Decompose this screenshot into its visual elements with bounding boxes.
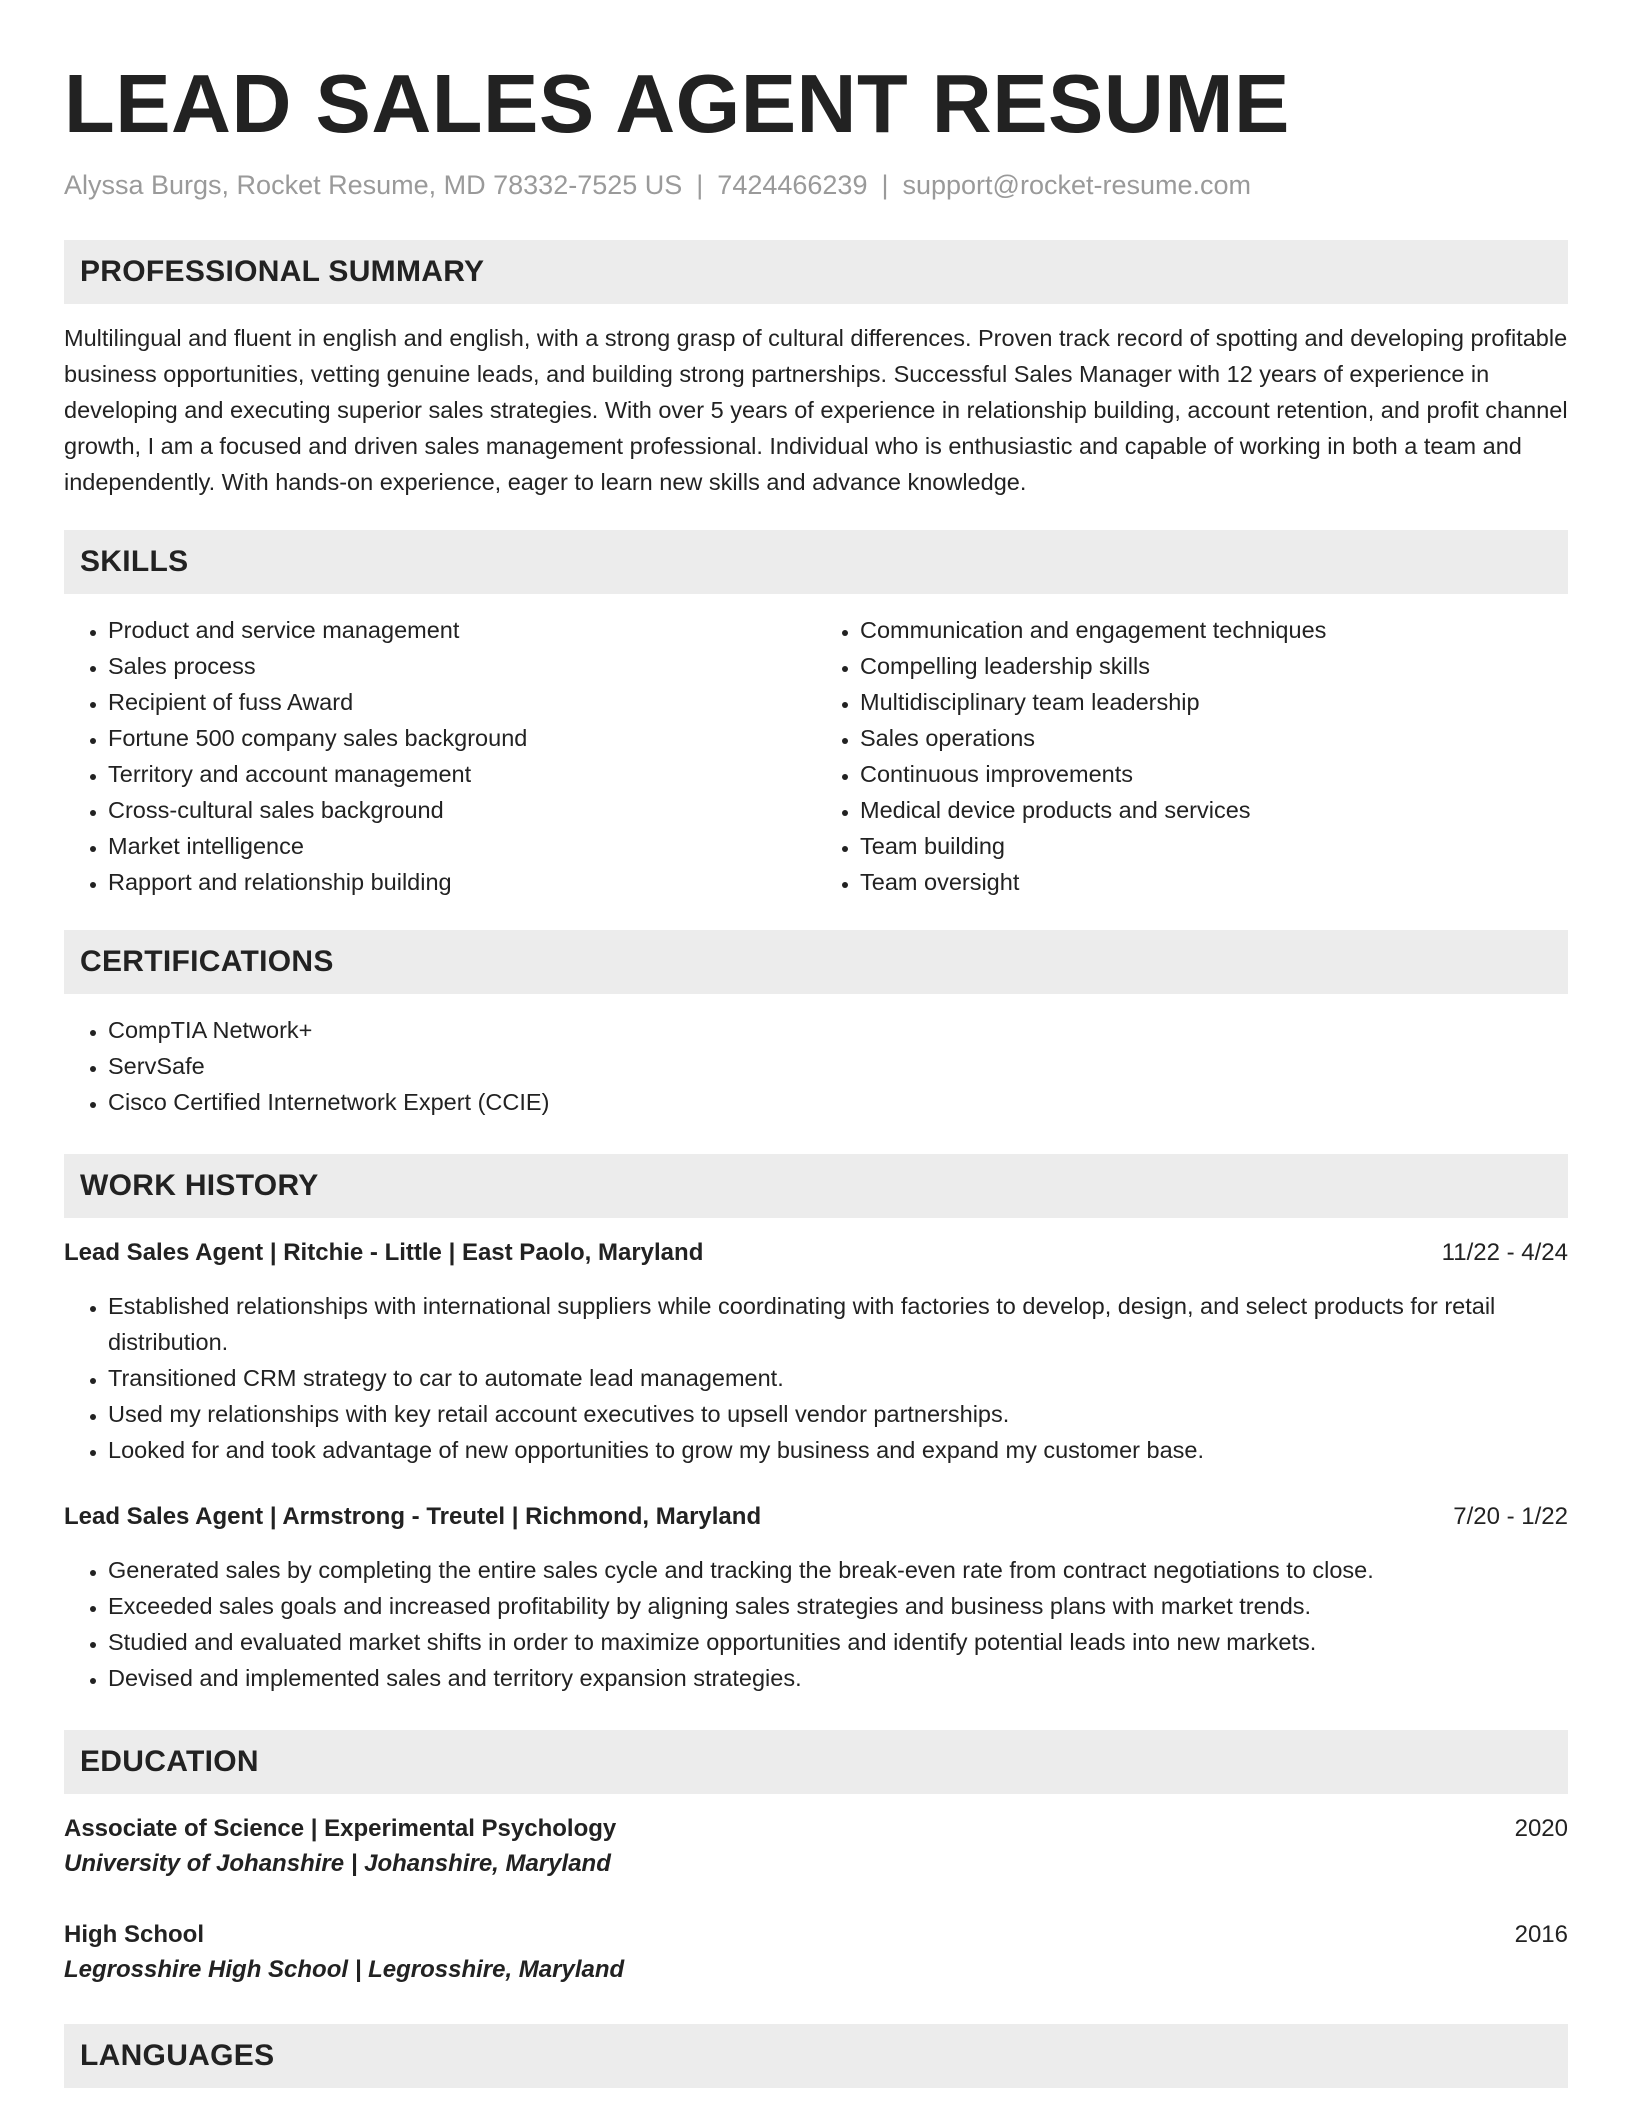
resume-title: LEAD SALES AGENT RESUME	[64, 57, 1290, 150]
contact-address: Alyssa Burgs, Rocket Resume, MD 78332-7525 US	[64, 170, 683, 200]
skill-item: • Continuous improvements	[860, 756, 1568, 792]
skill-item: • Product and service management	[108, 612, 816, 648]
job-bullets	[64, 1552, 1568, 1696]
job-bullet: • Devised and implemented sales and territory expansion strategies.	[108, 1660, 1568, 1696]
education-header	[64, 1918, 1568, 1952]
certifications-section	[64, 930, 1568, 1120]
education-degree: Associate of Science | Experimental Psychology	[64, 1815, 617, 1842]
skill-item: • Cross-cultural sales background	[108, 792, 816, 828]
education-year: 2020	[1514, 1815, 1568, 1842]
job-dates: 7/20 - 1/22	[1453, 1503, 1568, 1530]
job-header	[64, 1500, 1568, 1534]
contact-line	[64, 168, 1568, 202]
skills-list-right	[816, 612, 1568, 900]
job-bullet: • Generated sales by completing the entire sales cycle and tracking the break-even rate from contract negotiations to close.	[108, 1552, 1568, 1588]
skills-list-left	[64, 612, 816, 900]
education-year: 2016	[1514, 1921, 1568, 1948]
education-degree: High School	[64, 1921, 204, 1948]
summary-text: Multilingual and fluent in english and english, with a strong grasp of cultural differences. Proven track record of spotting and developing profitable business opportunities, vetting genuine leads, and building strong partnerships. Successful Sales Manager with 12 years of experience in developing and executing superior sales strategies. With over 5 years of experience in relationship building, account retention, and profit channel growth, I am a focused and driven sales management professional. Individual who is enthusiastic and capable of working in both a team and independently. With hands-on experience, eager to learn new skills and advance knowledge.	[64, 325, 1568, 495]
summary-section	[64, 240, 1568, 500]
skill-item: • Rapport and relationship building	[108, 864, 816, 900]
job-title: Lead Sales Agent | Ritchie - Little | East Paolo, Maryland	[64, 1239, 704, 1266]
education-school: Legrosshire High School | Legrosshire, Maryland	[64, 1956, 625, 1983]
education-entry	[64, 1918, 1568, 1988]
job-bullet: • Transitioned CRM strategy to car to automate lead management.	[108, 1360, 1568, 1396]
job-bullets	[64, 1288, 1568, 1468]
job-bullet: • Exceeded sales goals and increased profitability by aligning sales strategies and business plans with market trends.	[108, 1588, 1568, 1624]
skill-item: • Team oversight	[860, 864, 1568, 900]
contact-separator: |	[696, 170, 704, 200]
contact-separator: |	[881, 170, 889, 200]
education-section	[64, 1730, 1568, 1988]
section-heading-certifications: CERTIFICATIONS	[64, 930, 1568, 994]
job-bullet: • Studied and evaluated market shifts in order to maximize opportunities and identify potential leads into new markets.	[108, 1624, 1568, 1660]
skill-item: • Team building	[860, 828, 1568, 864]
contact-phone: 7424466239	[717, 170, 868, 200]
certifications-list	[64, 1012, 1568, 1120]
education-entry	[64, 1812, 1568, 1882]
job-title: Lead Sales Agent | Armstrong - Treutel | Richmond, Maryland	[64, 1503, 762, 1530]
work-section	[64, 1154, 1568, 1696]
skill-item: • Multidisciplinary team leadership	[860, 684, 1568, 720]
certification-item: • CompTIA Network+	[108, 1012, 1568, 1048]
skills-columns	[64, 612, 1568, 900]
job-bullet: • Used my relationships with key retail account executives to upsell vendor partnerships.	[108, 1396, 1568, 1432]
certification-item: • Cisco Certified Internetwork Expert (CCIE)	[108, 1084, 1568, 1120]
skill-item: • Fortune 500 company sales background	[108, 720, 816, 756]
section-heading-work: WORK HISTORY	[64, 1154, 1568, 1218]
skill-item: • Sales operations	[860, 720, 1568, 756]
job-bullet: • Established relationships with international suppliers while coordinating with factories to develop, design, and select products for retail distribution.	[108, 1288, 1568, 1360]
section-heading-languages: LANGUAGES	[64, 2024, 1568, 2088]
skill-item: • Medical device products and services	[860, 792, 1568, 828]
job-header	[64, 1236, 1568, 1270]
job-entry	[64, 1236, 1568, 1468]
languages-section	[64, 2024, 1568, 2088]
skill-item: • Recipient of fuss Award	[108, 684, 816, 720]
job-dates: 11/22 - 4/24	[1441, 1239, 1568, 1266]
education-school: University of Johanshire | Johanshire, Maryland	[64, 1850, 611, 1877]
skill-item: • Territory and account management	[108, 756, 816, 792]
section-heading-summary: PROFESSIONAL SUMMARY	[64, 240, 1568, 304]
skill-item: • Sales process	[108, 648, 816, 684]
certification-item: • ServSafe	[108, 1048, 1568, 1084]
section-heading-education: EDUCATION	[64, 1730, 1568, 1794]
job-bullet: • Looked for and took advantage of new opportunities to grow my business and expand my customer base.	[108, 1432, 1568, 1468]
section-heading-skills: SKILLS	[64, 530, 1568, 594]
skill-item: • Market intelligence	[108, 828, 816, 864]
skills-section	[64, 530, 1568, 900]
job-entry	[64, 1500, 1568, 1696]
contact-email: support@rocket-resume.com	[902, 170, 1252, 200]
skill-item: • Communication and engagement techniques	[860, 612, 1568, 648]
education-header	[64, 1812, 1568, 1846]
skill-item: • Compelling leadership skills	[860, 648, 1568, 684]
